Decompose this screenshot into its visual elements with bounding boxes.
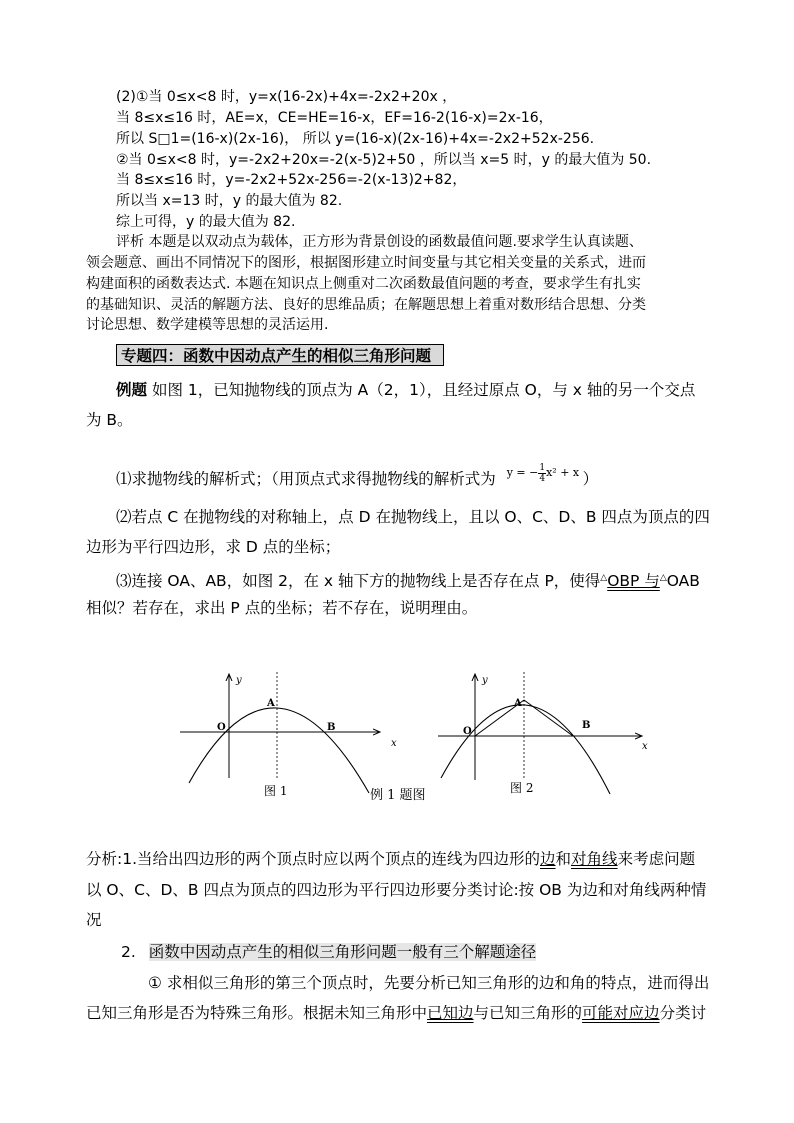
question-1-close: ） xyxy=(582,470,599,488)
example-figures xyxy=(180,668,660,808)
solution-line-2: 当 8≤x≤16 时，AE=x，CE=HE=16-x，EF=16-2(16-x)=2x-16， xyxy=(116,110,553,126)
example-line-1 xyxy=(116,380,695,400)
triangle-symbol: △ xyxy=(659,573,667,583)
point-2-1-text-mid: 与已知三角形的 xyxy=(473,1004,583,1022)
point-2-1-line-2 xyxy=(86,1003,706,1023)
solution-line-5: 当 8≤x≤16 时，y=-2x2+52x-256=-2(x-13)2+82， xyxy=(116,172,467,188)
figure-caption: 例 1 题图 xyxy=(370,788,426,803)
analysis-and: 和 xyxy=(555,850,572,868)
analysis-edge: 边 xyxy=(540,850,556,868)
formula-fraction xyxy=(538,463,546,484)
question-3-line-1 xyxy=(116,568,700,591)
formula-prefix: y = − xyxy=(506,466,539,479)
solution-line-6: 所以当 x=13 时，y 的最大值为 82. xyxy=(116,193,343,209)
analysis-text-end: 来考虑问题 xyxy=(617,850,696,868)
solution-line-4: ②当 0≤x<8 时，y=-2x2+20x=-2(x-5)2+50 ，所以当 x=5 时，y 的最大值为 50. xyxy=(116,152,652,168)
example-text: 如图 1，已知抛物线的顶点为 A（2，1），且经过原点 O，与 x 轴的另一个交点 xyxy=(147,381,696,399)
point-2-1-line-1: ① 求相似三角形的第三个顶点时，先要分析已知三角形的边和角的特点，进而得出 xyxy=(148,974,710,992)
point-2-number: 2. xyxy=(121,943,136,961)
y-axis-label: y xyxy=(482,675,488,686)
point-2-text: 函数中因动点产生的相似三角形问题一般有三个解题途径 xyxy=(148,943,537,961)
question-3-text: ⑶连接 OA、AB，如图 2，在 x 轴下方的抛物线上是否存在点 P，使得 xyxy=(116,572,601,591)
parabola-formula xyxy=(506,462,583,484)
analysis-line-1 xyxy=(86,849,695,869)
comment-line-1: 评析 本题是以双动点为载体，正方形为背景创设的函数最值问题.要求学生认真读题、 xyxy=(116,234,643,250)
figure-2 xyxy=(438,672,648,795)
point-2-1-text: 已知三角形是否为特殊三角形。根据未知三角形中 xyxy=(86,1004,428,1022)
comment-line-2: 领会题意、画出不同情况下的图形，根据图形建立时间变量与其它相关变量的关系式，进而 xyxy=(86,255,646,271)
question-2-line-2: 边形为平行四边形，求 D 点的坐标； xyxy=(86,538,341,556)
analysis-diagonal: 对角线 xyxy=(571,850,618,868)
triangle-obp: OBP 与 xyxy=(607,572,660,591)
triangle-oab: OAB xyxy=(666,572,700,591)
point-b-label: B xyxy=(582,720,591,731)
point-a-label: A xyxy=(514,698,522,709)
triangle-symbol: △ xyxy=(600,573,608,583)
y-axis-label: y xyxy=(236,675,242,686)
question-1-text: ⑴求抛物线的解析式；（用顶点式求得抛物线的解析式为 xyxy=(116,470,496,488)
parabola-curve xyxy=(189,708,369,793)
x-axis-label: x xyxy=(391,738,397,749)
analysis-text: 分析:1.当给出四边形的两个顶点时应以两个顶点的连线为四边形的 xyxy=(86,850,541,868)
solution-line-3: 所以 S□1=(16-x)(2x-16)， 所以 y=(16-x)(2x-16)+4x=-2x2+52x-256. xyxy=(116,131,595,147)
solution-line-7: 综上可得，y 的最大值为 82. xyxy=(116,214,296,230)
point-b-label: B xyxy=(327,722,336,733)
point-2-1-text-end: 分类讨 xyxy=(659,1004,707,1022)
known-edge: 已知边 xyxy=(427,1004,474,1022)
analysis-line-3: 况 xyxy=(86,911,102,929)
question-2-line-1: ⑵若点 C 在抛物线的对称轴上，点 D 在抛物线上，且以 O、C、D、B 四点为顶点的四 xyxy=(116,508,710,526)
fraction-numerator: 1 xyxy=(539,462,546,473)
example-line-2: 为 B。 xyxy=(86,411,133,429)
point-2 xyxy=(121,942,536,962)
segment-ab xyxy=(524,700,573,736)
analysis-line-2: 以 O、C、D、B 四点为顶点的四边形为平行四边形要分类讨论:按 OB 为边和对角线两种情 xyxy=(86,881,707,899)
example-label: 例题 xyxy=(116,381,148,399)
figure-1-label: 图 1 xyxy=(264,784,288,798)
point-o-label: O xyxy=(463,726,472,737)
figure-1 xyxy=(180,672,397,798)
point-o-label: O xyxy=(217,722,226,733)
solution-line-1: (2)①当 0≤x<8 时，y=x(16-2x)+4x=-2x2+20x ， xyxy=(116,89,457,105)
x-axis-label: x xyxy=(642,741,648,752)
comment-line-5: 讨论思想、数学建模等思想的灵活运用. xyxy=(86,317,329,333)
formula-suffix: x² + x xyxy=(546,466,580,479)
possible-corresponding-edge: 可能对应边 xyxy=(582,1004,660,1022)
fraction-denominator: 4 xyxy=(539,473,546,484)
comment-line-3: 构建面积的函数表达式. 本题在知识点上侧重对二次函数最值问题的考查，要求学生有扎实 xyxy=(86,276,641,292)
section-heading: 专题四：函数中因动点产生的相似三角形问题 xyxy=(116,344,444,366)
figure-2-label: 图 2 xyxy=(510,781,534,795)
question-3-line-2: 相似？若存在，求出 P 点的坐标；若不存在，说明理由。 xyxy=(86,599,478,617)
question-1 xyxy=(116,462,599,494)
point-a-label: A xyxy=(267,698,275,709)
comment-line-4: 的基础知识、灵活的解题方法、良好的思维品质；在解题思想上着重对数形结合思想、分类 xyxy=(86,297,646,313)
